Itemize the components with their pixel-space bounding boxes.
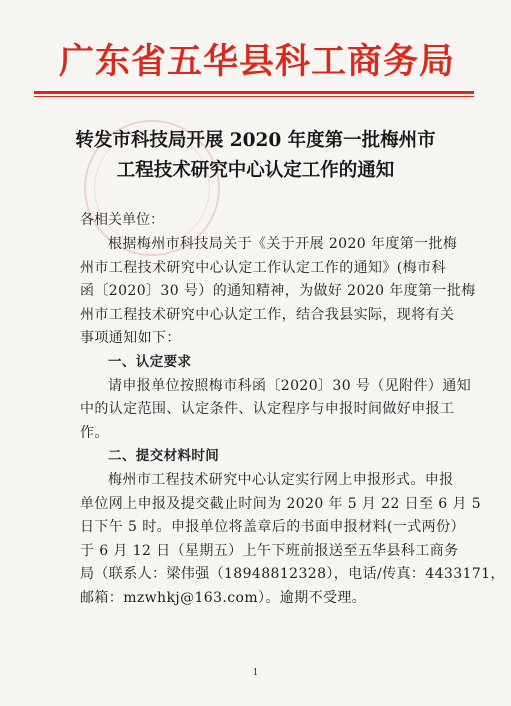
body-line: 请申报单位按照梅市科函〔2020〕30 号（见附件）通知 (108, 377, 472, 394)
title-line-2: 工程技术研究中心认定工作的通知 (116, 160, 395, 181)
body-line: 于 6 月 12 日（星期五）上午下班前报送至五华县科工商务 (80, 542, 459, 559)
document-title (40, 126, 471, 186)
body-line: 根据梅州市科技局关于《关于开展 2020 年度第一批梅 (108, 236, 458, 252)
body-line: 单位网上申报及提交截止时间为 2020 年 5 月 22 日至 6 月 5 (80, 495, 482, 512)
body-line: 州市工程技术研究中心认定工作认定工作的通知》(梅市科 (80, 259, 446, 276)
letterhead-rule-thick (34, 91, 474, 94)
document-body (80, 233, 505, 611)
body-line: 州市工程技术研究中心认定工作，结合我县实际，现将有关 (80, 306, 455, 323)
body-line: 函〔2020〕30 号）的通知精神，为做好 2020 年度第一批梅 (80, 283, 476, 300)
letterhead-rule-thin (34, 96, 474, 97)
body-line: 邮箱：mzwhkj@163.com）。逾期不受理。 (80, 589, 367, 606)
body-line: 作。 (80, 424, 109, 441)
section-heading-1: 一、认定要求 (108, 353, 192, 370)
body-line: 事项通知如下： (80, 330, 181, 347)
body-line: 局（联系人：梁伟强（18948812328），电话/传真：4433171， (80, 566, 505, 583)
body-line: 中的认定范围、认定条件、认定程序与申报时间做好申报工 (80, 401, 455, 418)
page-number: 1 (252, 668, 259, 678)
section-heading-2: 二、提交材料时间 (108, 448, 220, 465)
body-line: 梅州市工程技术研究中心认定实行网上申报形式。申报 (108, 471, 454, 488)
title-line-1: 转发市科技局开展 2020 年度第一批梅州市 (75, 130, 436, 151)
salutation: 各相关单位： (80, 212, 164, 228)
agency-letterhead: 广东省五华县科工商务局 (58, 41, 455, 82)
body-line: 日下午 5 时。申报单位将盖章后的书面申报材料(一式两份） (80, 519, 465, 536)
